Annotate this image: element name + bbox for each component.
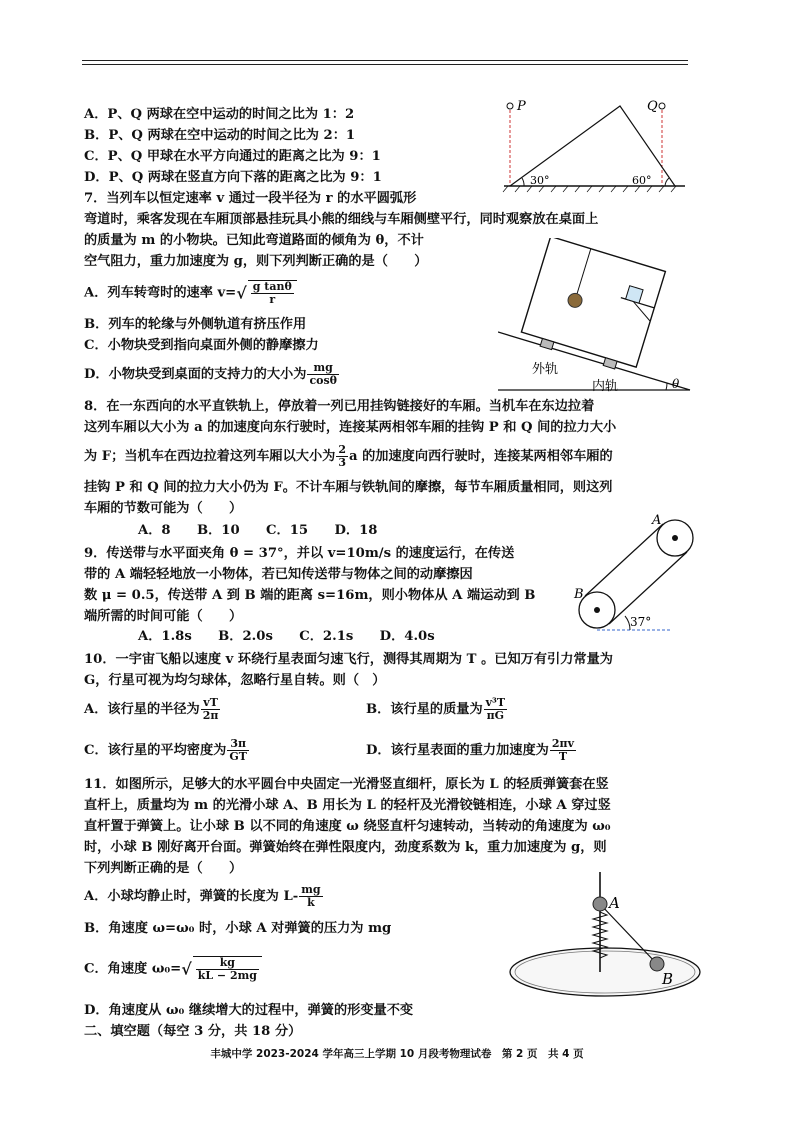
q10-option-d	[366, 738, 577, 763]
q7-option-c: C．小物块受到指向桌面外侧的静摩擦力	[84, 338, 319, 353]
q8-frac-denominator: 3	[338, 456, 346, 470]
q7-option-a	[84, 280, 297, 306]
sqrt-sign: √	[181, 959, 192, 979]
ball-q	[659, 103, 665, 109]
page-footer: 丰城中学 2023-2024 学年高三上学期 10 月段考物理试卷 第 2 页 共 4 页	[210, 1048, 584, 1060]
q7-option-b: B．列车的轮缘与外侧轨道有挤压作用	[84, 317, 307, 332]
q10-c-denominator: GT	[229, 750, 247, 764]
q10-line-2: G，行星可视为均匀球体，忽略行星自转。则（ ）	[84, 673, 386, 688]
q7-line-2: 弯道时，乘客发现在车厢顶部悬挂玩具小熊的细线与车厢侧壁平行，同时观察放在桌面上	[84, 212, 599, 227]
angle-arc-left	[522, 178, 524, 186]
q10-d-denominator: T	[558, 750, 568, 764]
q8-frac-numerator: 2	[338, 443, 346, 456]
angle-arc-right	[665, 178, 669, 186]
ball-a	[593, 897, 607, 911]
angle-label: 37°	[630, 615, 652, 629]
q8-line-1: 8．在一东西向的水平直铁轨上，停放着一列已用挂钩链接好的车厢。当机车在东边拉着	[84, 399, 595, 414]
q9-line-4: 端所需的时间可能（ ）	[84, 609, 243, 624]
q6-option-c: C．P、Q 甲球在水平方向通过的距离之比为 9：1	[84, 149, 381, 164]
q11-c-numerator: kg	[196, 957, 259, 970]
q7-d-numerator: mg	[307, 362, 339, 375]
car-body	[521, 238, 665, 367]
q11-option-c-prefix: C．角速度 ω₀=	[84, 961, 182, 977]
q10-option-b-prefix: B．该行星的质量为	[366, 702, 483, 718]
label-b: B	[662, 970, 674, 988]
label-p: P	[517, 99, 526, 114]
angle-right-label: 60°	[632, 174, 652, 187]
q7-d-denominator: cosθ	[309, 374, 338, 388]
q11-option-c-radicand	[193, 956, 262, 982]
q11-line-4: 时，小球 B 刚好离开台面。弹簧始终在弹性限度内，劲度系数为 k，重力加速度为 g，则	[84, 840, 607, 855]
q7-line-1: 7．当列车以恒定速率 v 通过一段半径为 r 的水平圆弧形	[84, 191, 417, 206]
q11-option-a-prefix: A．小球均静止时，弹簧的长度为 L-	[84, 889, 299, 905]
pulley-a-axle	[672, 535, 678, 541]
q10-option-a	[84, 697, 221, 722]
q10-a-numerator: vT	[201, 697, 221, 710]
q8-line-3a: 为 F；当机车在西边拉着这列车厢以大小为	[84, 449, 336, 465]
q7-option-a-radicand	[248, 280, 297, 306]
q10-line-1: 10．一宇宙飞船以速度 v 环绕行星表面匀速飞行，测得其周期为 T 。已知万有引力常量为	[84, 652, 613, 667]
q11-option-b: B．角速度 ω=ω₀ 时，小球 A 对弹簧的压力为 mg	[84, 921, 392, 936]
q8-line-3b: a 的加速度向西行驶时，连接某两相邻车厢的	[348, 449, 613, 465]
q11-turntable-figure	[505, 872, 715, 1002]
label-q: Q	[647, 99, 658, 114]
q8-line-4: 挂钩 P 和 Q 间的拉力大小仍为 F。不计车厢与铁轨间的摩擦，每节车厢质量相同，则这列	[84, 480, 613, 495]
train-car	[519, 238, 665, 375]
outer-rail-label: 外轨	[532, 362, 559, 377]
q10-b-numerator: v³T	[485, 696, 506, 709]
ball-b	[650, 957, 664, 971]
q9-conveyor-figure	[570, 510, 700, 636]
q9-line-3: 数 μ = 0.5，传送带 A 到 B 端的距离 s=16m，则小物体从 A 端运动到 B	[84, 588, 536, 603]
q8-line-2: 这列车厢以大小为 a 的加速度向东行驶时，连接某两相邻车厢的挂钩 P 和 Q 间的拉力大小	[84, 420, 617, 435]
q7-option-a-prefix: A．列车转弯时的速率 v=	[84, 285, 237, 301]
theta-label: θ	[672, 377, 680, 391]
q11-option-c	[84, 956, 262, 982]
q11-line-2: 直杆上，质量均为 m 的光滑小球 A、B 用长为 L 的轻杆及光滑铰链相连，小球 A 穿过竖	[84, 798, 611, 813]
q6-option-d: D．P、Q 两球在竖直方向下落的距离之比为 9：1	[84, 170, 382, 185]
q7-a-numerator: g tanθ	[252, 280, 292, 293]
q11-option-a	[84, 884, 324, 909]
pulley-b-axle	[594, 607, 600, 613]
q11-option-d: D．角速度从 ω₀ 继续增大的过程中，弹簧的形变量不变	[84, 1003, 414, 1018]
q7-line-4: 空气阻力，重力加速度为 g，则下列判断正确的是（ ）	[84, 254, 428, 269]
label-b: B	[574, 587, 584, 602]
q6-incline-figure	[500, 96, 700, 196]
theta-arc	[666, 383, 667, 390]
q10-a-denominator: 2π	[202, 709, 219, 723]
q9-line-2: 带的 A 端轻轻地放一小物体，若已知传送带与物体之间的动摩擦因	[84, 567, 473, 582]
section-2-title: 二、填空题（每空 3 分，共 18 分）	[84, 1024, 302, 1039]
ball-p	[507, 103, 513, 109]
q11-line-3: 直杆置于弹簧上。让小球 B 以不同的角速度 ω 绕竖直杆匀速转动，当转动的角速度为 ω₀	[84, 819, 611, 834]
q8-line-3	[84, 444, 613, 469]
q10-option-c-prefix: C．该行星的平均密度为	[84, 743, 227, 759]
q10-d-numerator: 2πv	[551, 737, 574, 750]
header-rule	[82, 60, 688, 61]
angle-left-label: 30°	[530, 174, 550, 187]
q8-line-5: 车厢的节数可能为（ ）	[84, 501, 243, 516]
q10-b-denominator: πG	[486, 709, 505, 723]
q11-line-5: 下列判断正确的是（ ）	[84, 861, 243, 876]
q10-option-c	[84, 738, 250, 763]
q10-option-b	[366, 697, 508, 722]
label-a: A	[609, 894, 620, 912]
q7-option-d	[84, 362, 340, 387]
q10-c-numerator: 3π	[227, 738, 249, 751]
q6-option-a: A．P、Q 两球在空中运动的时间之比为 1：2	[84, 107, 355, 122]
header-rule-thin	[82, 64, 688, 65]
q10-option-d-prefix: D．该行星表面的重力加速度为	[366, 743, 549, 759]
q7-line-3: 的质量为 m 的小物块。已知此弯道路面的倾角为 θ，不计	[84, 233, 424, 248]
q9-options: A．1.8s B．2.0s C．2.1s D．4.0s	[138, 629, 435, 644]
q11-a-denominator: k	[307, 896, 315, 910]
q6-option-b: B．P、Q 两球在空中运动的时间之比为 2：1	[84, 128, 356, 143]
q10-option-a-prefix: A．该行星的半径为	[84, 702, 200, 718]
q11-c-denominator: kL − 2mg	[197, 969, 257, 983]
q7-train-figure	[498, 238, 694, 396]
q8-options: A．8 B．10 C．15 D．18	[138, 523, 378, 538]
sqrt-sign: √	[236, 283, 247, 303]
inner-rail-label: 内轨	[592, 379, 619, 394]
label-a: A	[652, 513, 662, 528]
q11-a-numerator: mg	[301, 883, 321, 896]
q7-a-denominator: r	[269, 293, 276, 307]
q7-option-d-prefix: D．小物块受到桌面的支持力的大小为	[84, 367, 307, 383]
q9-line-1: 9．传送带与水平面夹角 θ = 37°，并以 v=10m/s 的速度运行，在传送	[84, 546, 515, 561]
q11-line-1: 11．如图所示，足够大的水平圆台中央固定一光滑竖直细杆，原长为 L 的轻质弹簧套在竖	[84, 777, 609, 792]
